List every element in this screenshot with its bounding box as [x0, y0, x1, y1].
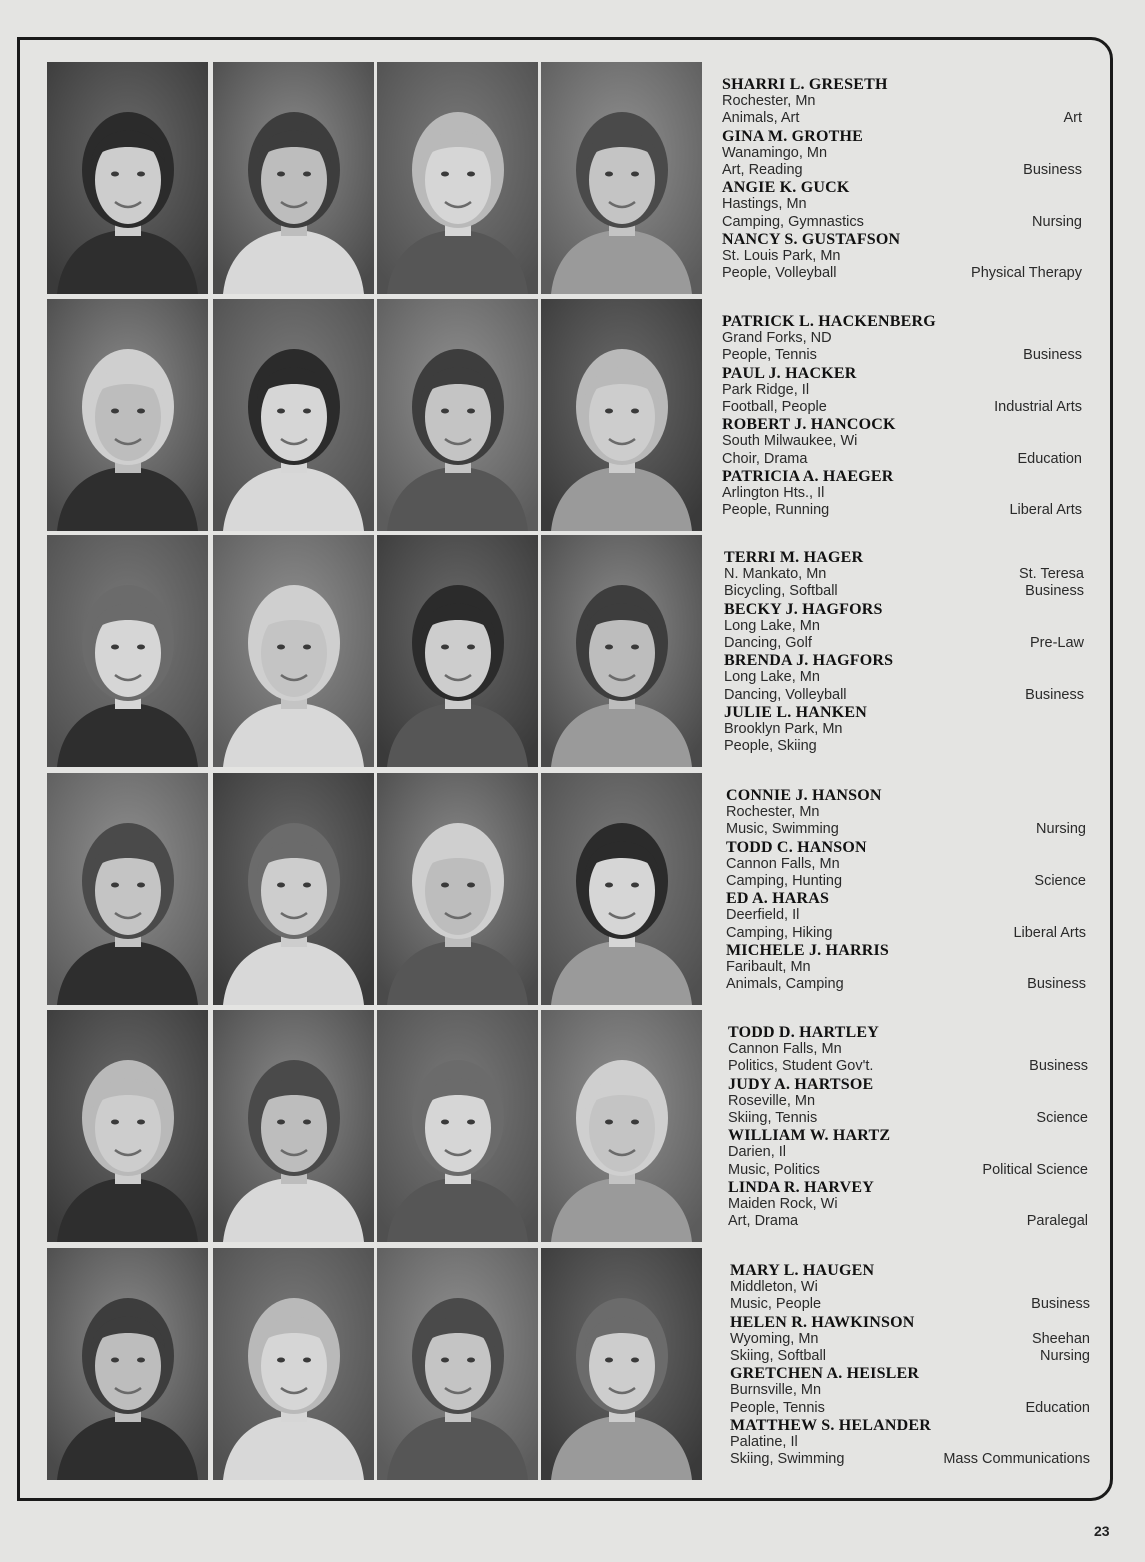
student-hometown [726, 804, 1086, 821]
hometown-text: Roseville, Mn [728, 1092, 816, 1109]
student-interests [722, 347, 1082, 364]
student-major: Education [1025, 1399, 1090, 1416]
interests-text: Animals, Art [722, 110, 800, 127]
interests-text: Politics, Student Gov't. [728, 1058, 874, 1075]
interests-text: Music, People [730, 1296, 822, 1313]
interests-text: Animals, Camping [726, 976, 844, 993]
student-name: MARY L. HAUGEN [730, 1262, 875, 1279]
hometown-text: Maiden Rock, Wi [728, 1196, 838, 1213]
student-entries [724, 549, 1084, 755]
student-entry [722, 365, 1082, 417]
student-interests [728, 1058, 1088, 1075]
student-entry [728, 1127, 1088, 1179]
student-portrait [47, 1248, 208, 1480]
student-entry [726, 942, 1086, 994]
hometown-text: Deerfield, Il [726, 907, 800, 924]
student-name: JUDY A. HARTSOE [728, 1075, 874, 1093]
student-entry [730, 1365, 1090, 1417]
student-interests [730, 1451, 1090, 1468]
interests-text: Skiing, Tennis [728, 1110, 818, 1127]
student-portrait [541, 1248, 702, 1480]
page-number: 23 [1094, 1523, 1110, 1539]
student-major: Education [1017, 450, 1082, 467]
interests-text: Music, Swimming [726, 821, 839, 838]
student-hometown [726, 959, 1086, 976]
student-major: Pre-Law [1030, 635, 1084, 652]
student-name: BECKY J. HAGFORS [724, 600, 883, 618]
hometown-text: N. Mankato, Mn [724, 566, 827, 583]
student-hometown [722, 248, 1082, 265]
interests-text: Skiing, Swimming [730, 1451, 845, 1468]
student-hometown [724, 669, 1084, 686]
student-entry [722, 313, 1082, 365]
student-entry [722, 76, 1082, 128]
student-interests [728, 1162, 1088, 1179]
student-entries [726, 787, 1086, 993]
student-interests [724, 635, 1084, 652]
student-entries [728, 1024, 1088, 1230]
student-entries [722, 313, 1082, 519]
interests-text: Art, Drama [728, 1213, 799, 1230]
student-hometown [722, 382, 1082, 399]
student-entry [722, 128, 1082, 180]
student-portrait [377, 299, 538, 531]
student-entry [730, 1262, 1090, 1314]
student-portrait [541, 62, 702, 294]
student-hometown [722, 330, 1082, 347]
student-interests [722, 399, 1082, 416]
student-interests [726, 873, 1086, 890]
student-name: ANGIE K. GUCK [722, 179, 850, 197]
yearbook-row [47, 1010, 1087, 1244]
student-name: TODD C. HANSON [726, 838, 867, 856]
student-entry [726, 890, 1086, 942]
student-major: Business [1031, 1296, 1090, 1313]
student-major: Business [1023, 347, 1082, 364]
hometown-text: Brooklyn Park, Mn [724, 721, 843, 738]
student-major: Business [1025, 686, 1084, 703]
yearbook-row [47, 773, 1087, 1007]
student-hometown [728, 1093, 1088, 1110]
student-major: Business [1023, 162, 1082, 179]
yearbook-row [47, 299, 1087, 533]
student-portrait [213, 535, 374, 767]
student-portrait [213, 773, 374, 1005]
interests-text: Dancing, Volleyball [724, 686, 847, 703]
student-interests [724, 687, 1084, 704]
student-hometown [724, 618, 1084, 635]
student-name: MICHELE J. HARRIS [726, 941, 889, 959]
student-portrait [541, 1010, 702, 1242]
hometown-text: Grand Forks, ND [722, 330, 832, 347]
student-entry [728, 1179, 1088, 1231]
student-interests [722, 265, 1082, 282]
hometown-text: Arlington Hts., Il [722, 485, 825, 502]
hometown-text: St. Louis Park, Mn [722, 248, 841, 265]
student-interests [730, 1400, 1090, 1417]
hometown-text: Faribault, Mn [726, 959, 811, 976]
student-hometown [728, 1144, 1088, 1161]
student-entry [728, 1076, 1088, 1128]
student-entry [722, 468, 1082, 520]
student-entries [722, 76, 1082, 282]
student-name: ROBERT J. HANCOCK [722, 416, 896, 434]
student-portrait [213, 1248, 374, 1480]
student-hometown [724, 721, 1084, 738]
student-portrait [377, 773, 538, 1005]
student-entry [724, 704, 1084, 756]
student-name: GRETCHEN A. HEISLER [730, 1365, 920, 1383]
student-portrait [213, 62, 374, 294]
student-major: Political Science [982, 1161, 1088, 1178]
student-major-line1: St. Teresa [1018, 566, 1084, 583]
student-entry [730, 1314, 1090, 1366]
hometown-text: Palatine, Il [730, 1434, 798, 1451]
hometown-text: Rochester, Mn [726, 804, 820, 821]
hometown-text: Burnsville, Mn [730, 1382, 822, 1399]
student-portrait [213, 299, 374, 531]
student-major: Nursing [1040, 1348, 1090, 1365]
student-name: MATTHEW S. HELANDER [730, 1416, 932, 1434]
hometown-text: Rochester, Mn [722, 93, 816, 110]
student-entry [724, 601, 1084, 653]
student-name: NANCY S. GUSTAFSON [722, 230, 901, 248]
yearbook-row [47, 1248, 1090, 1482]
yearbook-row [47, 535, 1087, 769]
hometown-text: Cannon Falls, Mn [726, 855, 840, 872]
student-name: SHARRI L. GRESETH [722, 76, 888, 93]
student-name: TODD D. HARTLEY [728, 1024, 880, 1041]
student-portrait [377, 535, 538, 767]
student-entry [722, 231, 1082, 283]
student-major-line1: Sheehan [1031, 1330, 1090, 1347]
student-interests [724, 738, 1084, 755]
student-hometown [722, 485, 1082, 502]
student-name: JULIE L. HANKEN [724, 703, 868, 721]
interests-text: Music, Politics [728, 1161, 820, 1178]
hometown-text: Long Lake, Mn [724, 617, 820, 634]
hometown-text: Long Lake, Mn [724, 669, 820, 686]
interests-text: Football, People [722, 399, 827, 416]
student-major: Liberal Arts [1013, 924, 1086, 941]
student-hometown [724, 566, 1084, 583]
student-hometown [722, 145, 1082, 162]
student-interests [726, 925, 1086, 942]
student-interests [722, 502, 1082, 519]
student-hometown [730, 1382, 1090, 1399]
student-major: Art [1063, 110, 1082, 127]
student-name: TERRI M. HAGER [724, 549, 864, 566]
hometown-text: Hastings, Mn [722, 196, 807, 213]
interests-text: People, Tennis [722, 347, 817, 364]
student-interests [722, 451, 1082, 468]
interests-text: Skiing, Softball [730, 1348, 826, 1365]
hometown-text: Middleton, Wi [730, 1279, 818, 1296]
student-portrait [47, 299, 208, 531]
student-major: Business [1027, 976, 1086, 993]
student-entry [726, 839, 1086, 891]
hometown-text: Darien, Il [728, 1144, 787, 1161]
student-interests [722, 162, 1082, 179]
student-hometown [722, 433, 1082, 450]
student-hometown [726, 856, 1086, 873]
student-portrait [47, 1010, 208, 1242]
student-portrait [47, 773, 208, 1005]
student-entry [724, 549, 1084, 601]
student-major: Nursing [1032, 213, 1082, 230]
student-hometown [722, 196, 1082, 213]
student-entry [730, 1417, 1090, 1469]
student-entries [730, 1262, 1090, 1468]
student-entry [722, 179, 1082, 231]
interests-text: People, Running [722, 502, 830, 519]
interests-text: People, Volleyball [722, 265, 837, 282]
student-name: CONNIE J. HANSON [726, 787, 882, 804]
hometown-text: Wanamingo, Mn [722, 144, 828, 161]
student-interests [726, 976, 1086, 993]
student-major: Science [1034, 873, 1086, 890]
student-name: HELEN R. HAWKINSON [730, 1313, 915, 1331]
interests-text: People, Tennis [730, 1399, 825, 1416]
interests-text: Dancing, Golf [724, 635, 812, 652]
student-hometown [728, 1196, 1088, 1213]
student-hometown [730, 1434, 1090, 1451]
student-portrait [541, 299, 702, 531]
student-interests [728, 1110, 1088, 1127]
student-portrait [47, 535, 208, 767]
student-portrait [377, 1010, 538, 1242]
student-name: WILLIAM W. HARTZ [728, 1127, 891, 1145]
interests-text: People, Skiing [724, 738, 817, 755]
student-major: Liberal Arts [1009, 502, 1082, 519]
student-portrait [213, 1010, 374, 1242]
student-hometown [728, 1041, 1088, 1058]
student-hometown [722, 93, 1082, 110]
student-major: Business [1025, 583, 1084, 600]
hometown-text: Cannon Falls, Mn [728, 1041, 842, 1058]
student-name: PAUL J. HACKER [722, 364, 857, 382]
student-major: Paralegal [1026, 1213, 1088, 1230]
student-interests [726, 821, 1086, 838]
student-entry [722, 416, 1082, 468]
interests-text: Camping, Gymnastics [722, 213, 864, 230]
student-portrait [541, 773, 702, 1005]
student-entry [724, 652, 1084, 704]
student-interests [722, 110, 1082, 127]
student-major: Science [1036, 1110, 1088, 1127]
yearbook-row [47, 62, 1087, 296]
student-major: Industrial Arts [994, 399, 1082, 416]
student-interests [730, 1348, 1090, 1365]
student-interests [728, 1213, 1088, 1230]
interests-text: Art, Reading [722, 162, 803, 179]
student-name: PATRICIA A. HAEGER [722, 467, 894, 485]
student-name: GINA M. GROTHE [722, 127, 864, 145]
interests-text: Camping, Hiking [726, 924, 833, 941]
student-major: Nursing [1036, 821, 1086, 838]
student-portrait [47, 62, 208, 294]
student-portrait [377, 1248, 538, 1480]
student-portrait [377, 62, 538, 294]
interests-text: Bicycling, Softball [724, 583, 838, 600]
student-portrait [541, 535, 702, 767]
student-major: Physical Therapy [971, 265, 1082, 282]
student-major: Business [1029, 1058, 1088, 1075]
hometown-text: Park Ridge, Il [722, 381, 810, 398]
student-major: Mass Communications [943, 1451, 1090, 1468]
student-hometown [726, 907, 1086, 924]
student-entry [728, 1024, 1088, 1076]
student-name: LINDA R. HARVEY [728, 1178, 875, 1196]
student-interests [730, 1296, 1090, 1313]
student-interests [724, 583, 1084, 600]
student-hometown [730, 1331, 1090, 1348]
student-hometown [730, 1279, 1090, 1296]
student-name: BRENDA J. HAGFORS [724, 652, 894, 670]
student-name: PATRICK L. HACKENBERG [722, 313, 936, 330]
hometown-text: South Milwaukee, Wi [722, 433, 858, 450]
hometown-text: Wyoming, Mn [730, 1330, 819, 1347]
student-entry [726, 787, 1086, 839]
student-name: ED A. HARAS [726, 890, 830, 908]
interests-text: Camping, Hunting [726, 873, 843, 890]
student-interests [722, 214, 1082, 231]
interests-text: Choir, Drama [722, 450, 808, 467]
